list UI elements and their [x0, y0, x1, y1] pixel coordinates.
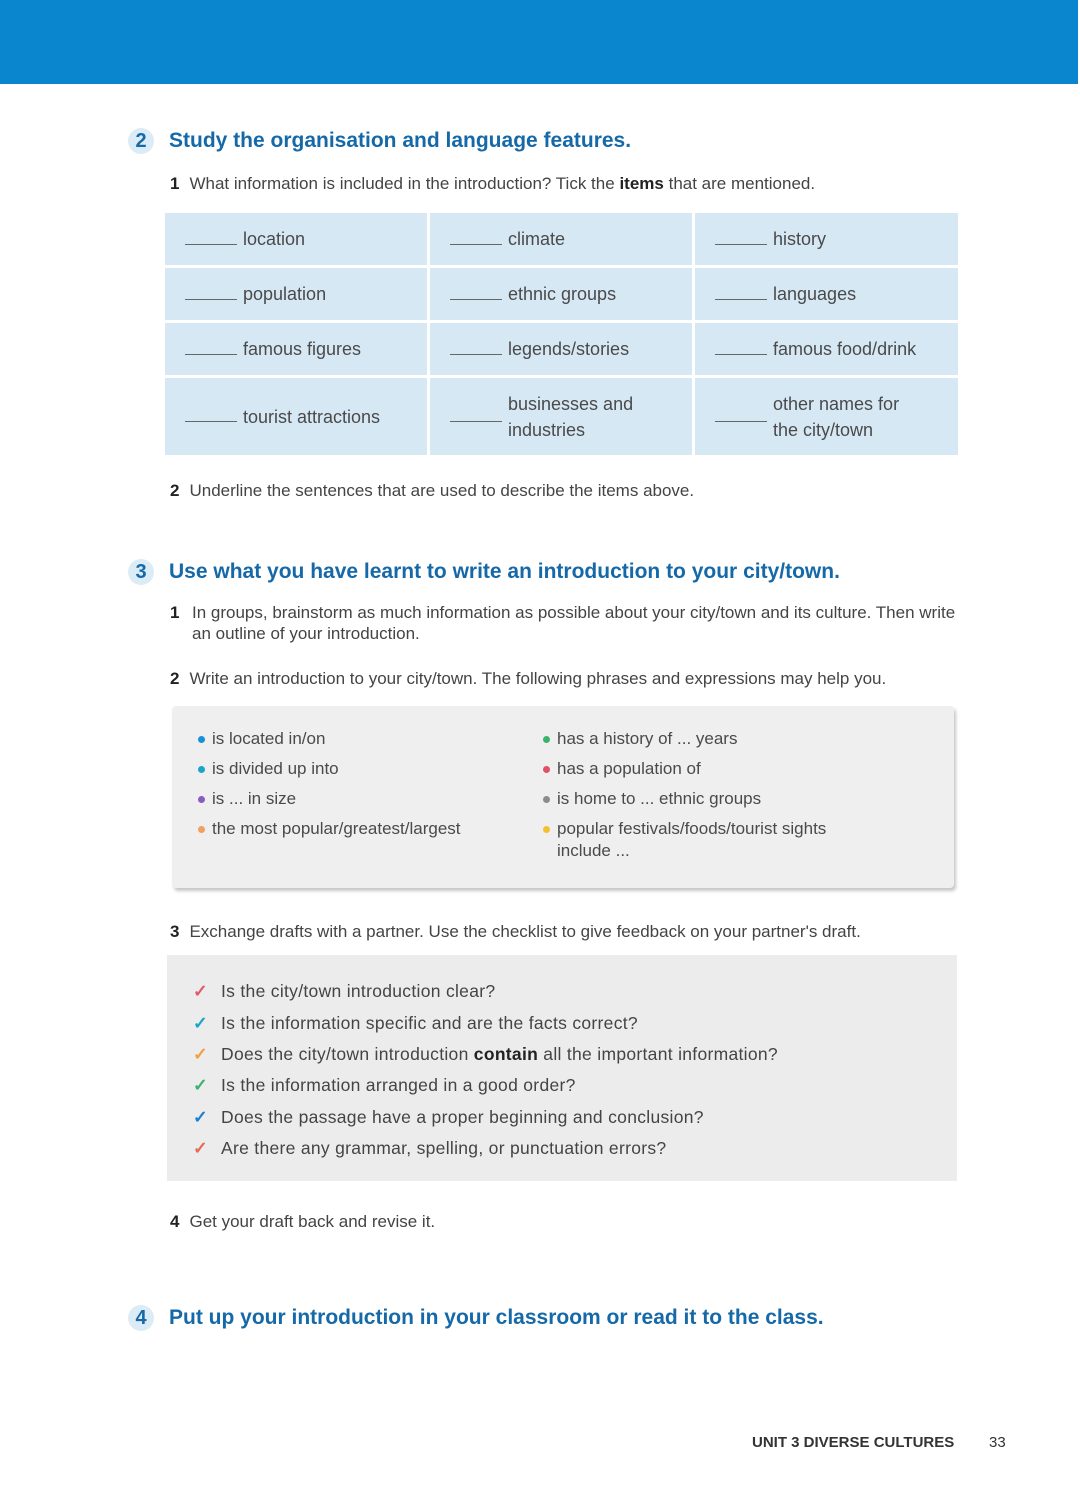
checkmark-icon: ✓	[193, 1107, 208, 1127]
s3-question-3	[170, 922, 861, 942]
tick-blank[interactable]	[185, 411, 237, 422]
s3-q4-number: 4	[170, 1212, 180, 1231]
items-grid	[165, 213, 960, 453]
s2-question-2	[170, 481, 694, 501]
item-label: legends/stories	[508, 339, 630, 359]
section-3-title: Use what you have learnt to write an introduction to your city/town.	[169, 560, 840, 583]
s2-q2-text: Underline the sentences that are used to describe the items above.	[189, 481, 695, 500]
s2-question-1	[170, 174, 815, 194]
checklist-text-post: all the important information?	[543, 1044, 778, 1064]
item-label: famous figures	[243, 339, 362, 359]
bullet-dot	[543, 766, 550, 773]
s2-q1-text-bold: items	[619, 174, 664, 193]
tick-blank[interactable]	[185, 289, 237, 300]
grid-cell[interactable]	[695, 323, 958, 375]
checklist-text: Is the information specific and are the facts correct?	[221, 1013, 638, 1033]
item-label: other names for the city/town	[773, 393, 900, 440]
checklist-item	[193, 981, 495, 1002]
phrase-text: is divided up into	[212, 759, 339, 778]
grid-cell[interactable]	[165, 268, 427, 320]
checklist-text: Is the city/town introduction clear?	[221, 981, 496, 1001]
phrase-item	[198, 758, 518, 788]
bullet-dot	[543, 826, 550, 833]
checklist-item	[193, 1075, 576, 1096]
section-4-number: 4	[128, 1305, 154, 1331]
section-2-number: 2	[128, 128, 154, 154]
s3-question-1	[170, 602, 960, 644]
item-label: population	[243, 284, 327, 304]
tick-blank[interactable]	[185, 344, 237, 355]
grid-cell[interactable]	[430, 378, 692, 455]
item-label: history	[773, 229, 827, 249]
s2-q1-text-post: that are mentioned.	[668, 174, 816, 193]
phrases-left-column	[198, 728, 518, 848]
checklist-bold: contain	[473, 1044, 539, 1064]
phrase-text: has a population of	[557, 759, 701, 778]
checkmark-icon: ✓	[193, 981, 208, 1001]
checklist-item	[193, 1044, 778, 1065]
checkmark-icon: ✓	[193, 1013, 208, 1033]
phrase-text: popular festivals/foods/tourist sights include ...	[557, 819, 827, 860]
top-banner	[0, 0, 1078, 84]
bullet-dot	[198, 796, 205, 803]
s3-q3-text: Exchange drafts with a partner. Use the checklist to give feedback on your partner's draft.	[189, 922, 861, 941]
bullet-dot	[198, 766, 205, 773]
bullet-dot	[198, 826, 205, 833]
phrase-text: is home to ... ethnic groups	[557, 789, 762, 808]
s3-q3-number: 3	[170, 922, 180, 941]
s2-q1-text-pre: What information is included in the introduction? Tick the	[189, 174, 615, 193]
s2-q2-number: 2	[170, 481, 180, 500]
tick-blank[interactable]	[450, 234, 502, 245]
s3-q4-text: Get your draft back and revise it.	[189, 1212, 436, 1231]
grid-cell[interactable]	[165, 213, 427, 265]
bullet-dot	[198, 736, 205, 743]
phrase-text: is located in/on	[212, 729, 326, 748]
tick-blank[interactable]	[185, 234, 237, 245]
item-label: location	[243, 229, 306, 249]
grid-cell[interactable]	[430, 323, 692, 375]
item-label: businesses and industries	[508, 393, 634, 440]
phrases-right-column	[543, 728, 883, 866]
grid-cell[interactable]	[695, 378, 958, 455]
phrase-item	[543, 818, 883, 866]
s3-q2-text: Write an introduction to your city/town. The following phrases and expressions may help you.	[189, 669, 887, 688]
tick-blank[interactable]	[450, 411, 502, 422]
checklist-item	[193, 1138, 666, 1159]
phrase-item	[198, 788, 518, 818]
s3-question-4	[170, 1212, 435, 1232]
phrase-item	[543, 728, 883, 758]
tick-blank[interactable]	[715, 289, 767, 300]
bullet-dot	[543, 796, 550, 803]
tick-blank[interactable]	[715, 234, 767, 245]
footer-unit: UNIT 3 DIVERSE CULTURES	[752, 1434, 955, 1451]
tick-blank[interactable]	[450, 289, 502, 300]
grid-cell[interactable]	[695, 268, 958, 320]
tick-blank[interactable]	[715, 411, 767, 422]
tick-blank[interactable]	[715, 344, 767, 355]
checklist-item	[193, 1107, 704, 1128]
s2-q1-number: 1	[170, 174, 180, 193]
phrase-item	[198, 728, 518, 758]
tick-blank[interactable]	[450, 344, 502, 355]
section-3-number: 3	[128, 559, 154, 585]
page-number: 33	[989, 1434, 1006, 1451]
checklist-box	[167, 955, 957, 1181]
checkmark-icon: ✓	[193, 1138, 208, 1158]
item-label: tourist attractions	[243, 406, 381, 427]
phrase-item	[198, 818, 518, 848]
item-label: languages	[773, 284, 857, 304]
phrases-box	[172, 706, 954, 888]
s3-q2-number: 2	[170, 669, 180, 688]
grid-cell[interactable]	[165, 378, 427, 455]
s3-q1-number: 1	[170, 603, 180, 622]
bullet-dot	[543, 736, 550, 743]
phrase-item	[543, 758, 883, 788]
checklist-item	[193, 1013, 638, 1034]
item-label: climate	[508, 229, 566, 249]
phrase-text: the most popular/greatest/largest	[212, 819, 461, 838]
phrase-text: is ... in size	[212, 789, 297, 808]
section-2-title: Study the organisation and language features.	[169, 129, 632, 152]
checklist-text: Are there any grammar, spelling, or punctuation errors?	[221, 1138, 667, 1158]
item-label: ethnic groups	[508, 284, 617, 304]
grid-cell[interactable]	[430, 213, 692, 265]
phrase-text: has a history of ... years	[557, 729, 738, 748]
grid-cell[interactable]	[430, 268, 692, 320]
item-label: famous food/drink	[773, 339, 917, 359]
phrase-item	[543, 788, 883, 818]
checkmark-icon: ✓	[193, 1075, 208, 1095]
checkmark-icon: ✓	[193, 1044, 208, 1064]
grid-cell[interactable]	[165, 323, 427, 375]
section-4-title: Put up your introduction in your classroom or read it to the class.	[169, 1306, 824, 1329]
s3-question-2	[170, 669, 886, 689]
s3-q1-text: In groups, brainstorm as much information as possible about your city/town and its culture. Then write an outline of your introduction.	[192, 603, 956, 643]
checklist-text: Does the passage have a proper beginning and conclusion?	[221, 1107, 704, 1127]
checklist-text: Does the city/town introduction	[221, 1044, 469, 1064]
checklist-text: Is the information arranged in a good order?	[221, 1075, 576, 1095]
grid-cell[interactable]	[695, 213, 958, 265]
